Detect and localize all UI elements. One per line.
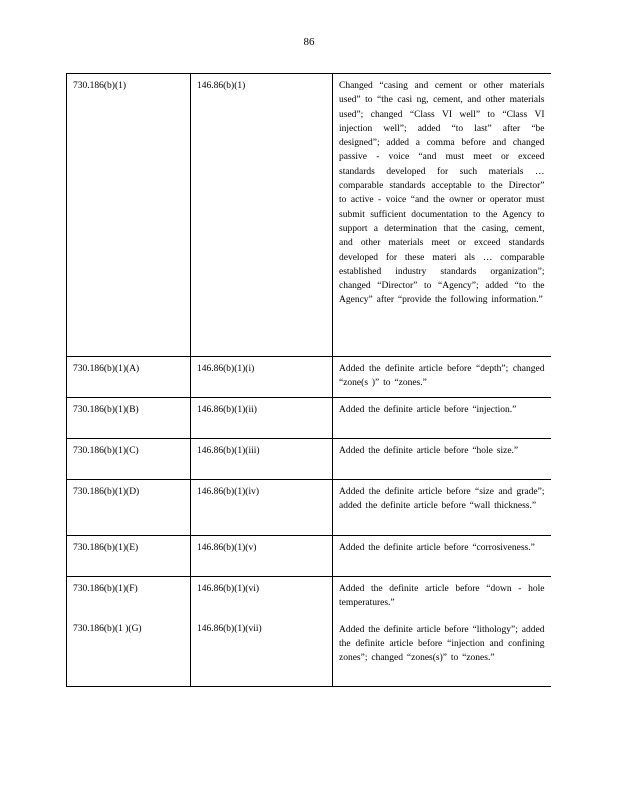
illinois-section-cell: 730.186(b)(1)(C) xyxy=(67,439,191,480)
federal-section-vii: 146.86(b)(1)(vii) xyxy=(197,624,262,635)
federal-section-vi: 146.86(b)(1)(vi) xyxy=(197,584,259,594)
illinois-section-cell xyxy=(67,577,191,687)
description-g: Added the definite article before “lithology”; added the definite article before “injection and confining zones”; changed “zones(s)” to “zones.” xyxy=(339,624,545,664)
federal-section-cell: 146.86(b)(1)(v) xyxy=(191,536,333,577)
table-row xyxy=(67,398,551,439)
illinois-section-cell: 730.186(b)(1)(D) xyxy=(67,480,191,536)
federal-section-cell: 146.86(b)(1)(iii) xyxy=(191,439,333,480)
federal-section-cell: 146.86(b)(1)(i) xyxy=(191,357,333,398)
change-description-cell xyxy=(333,577,551,687)
section-comparison-table xyxy=(66,73,551,687)
federal-section-cell xyxy=(191,577,333,687)
table-row xyxy=(67,577,551,687)
illinois-section-cell: 730.186(b)(1) xyxy=(67,74,191,357)
change-description-cell: Added the definite article before “hole size.” xyxy=(333,439,551,480)
page-number: 86 xyxy=(303,36,315,48)
illinois-section-cell: 730.186(b)(1)(B) xyxy=(67,398,191,439)
table-row xyxy=(67,439,551,480)
illinois-section-f: 730.186(b)(1)(F) xyxy=(73,584,138,594)
change-description-cell: Added the definite article before “size and grade”; added the definite article before “wall thickness.” xyxy=(333,480,551,536)
illinois-section-g: 730.186(b)(1 )(G) xyxy=(73,624,142,635)
federal-section-cell: 146.86(b)(1) xyxy=(191,74,333,357)
illinois-section-cell: 730.186(b)(1)(A) xyxy=(67,357,191,398)
table-row xyxy=(67,74,551,357)
table-row xyxy=(67,357,551,398)
description-f: Added the definite article before “down - hole temperatures.” xyxy=(339,584,545,609)
change-description-cell: Added the definite article before “depth”; changed “zone(s )” to “zones.” xyxy=(333,357,551,398)
change-description-cell: Changed “casing and cement or other materials used” to “the casi ng, cement, and other materials used”; changed “Class VI well” to “Class VI injection well”; added “to last” after “be designed”; added a comma before and changed passive - voice “and must meet or exceed standards developed for such materials … comparable standards acceptable to the Director” to active - voice “and the owner or operator must submit sufficient documentation to the Agency to support a determination that the casing, cement, and other materials meet or exceed standards developed for these materi als … comparable established industry standards organization”; changed “Director” to “Agency”; added “to the Agency” after “provide the following information.” xyxy=(333,74,551,357)
change-description-cell: Added the definite article before “corrosiveness.” xyxy=(333,536,551,577)
illinois-section-cell: 730.186(b)(1)(E) xyxy=(67,536,191,577)
federal-section-cell: 146.86(b)(1)(ii) xyxy=(191,398,333,439)
table-row xyxy=(67,536,551,577)
change-description-cell: Added the definite article before “injection.” xyxy=(333,398,551,439)
federal-section-cell: 146.86(b)(1)(iv) xyxy=(191,480,333,536)
table-row xyxy=(67,480,551,536)
